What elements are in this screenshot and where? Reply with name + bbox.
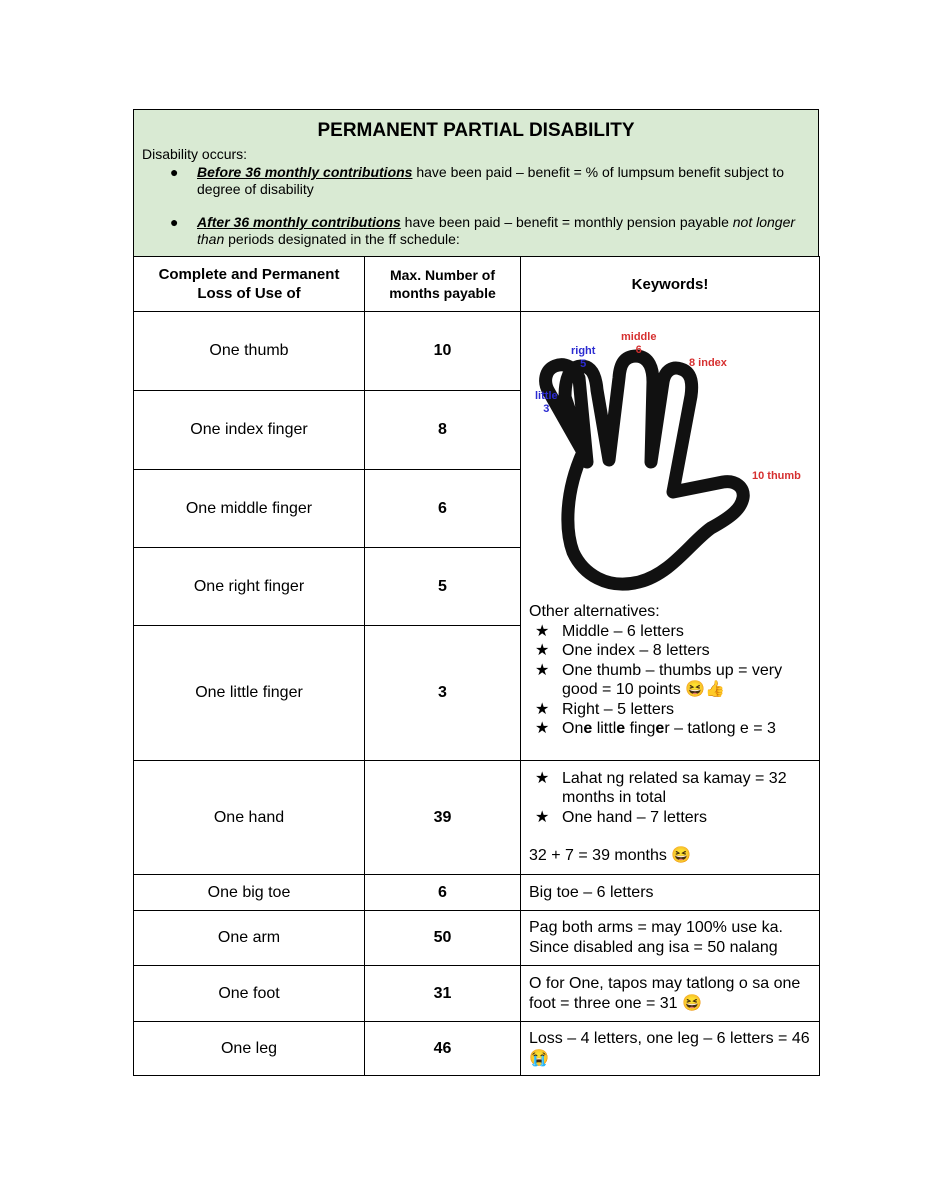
hand-diagram [521, 312, 819, 602]
page-title: PERMANENT PARTIAL DISABILITY [317, 120, 635, 141]
disability-table [133, 256, 820, 1076]
keywords-foot: O for One, tapos may tatlong o sa one foot = three one = 31 😆 [521, 966, 820, 1022]
star-icon: ★ [535, 642, 550, 659]
keywords-arm: Pag both arms = may 100% use ka. Since disabled ang isa = 50 nalang [521, 911, 820, 966]
star-icon: ★ [535, 700, 550, 718]
document [133, 109, 819, 1076]
header-box [133, 109, 819, 256]
table-row: One leg 46 Loss – 4 letters, one leg – 6 letters = 46 😭 [134, 1022, 820, 1076]
star-icon: ★ [535, 720, 550, 737]
list-item: ★ One thumb – thumbs up = very good = 10 points 😆👍 [535, 661, 783, 698]
condition-after: ● After 36 monthly contributions have been paid – benefit = monthly pension payable not longer than periods designated in the ff schedule: [170, 214, 796, 247]
keywords-hand-cell [521, 761, 820, 875]
keywords-big-toe: Big toe – 6 letters [521, 875, 820, 911]
table-row: One index finger 8 [134, 391, 820, 470]
intro-text: Disability occurs: [142, 146, 248, 162]
star-icon: ★ [535, 661, 550, 679]
alternatives-block [521, 602, 819, 745]
thumb-label: 10 thumb [752, 470, 801, 482]
condition-before: ● Before 36 monthly contributions have been paid – benefit = % of lumpsum benefit subject to degree of disability [170, 164, 785, 197]
col-header-keywords: Keywords! [521, 257, 820, 312]
keywords-leg: Loss – 4 letters, one leg – 6 letters = 46 😭 [521, 1022, 820, 1076]
list-item: ★ Lahat ng related sa kamay = 32 months in total [535, 769, 787, 807]
condition-list [142, 164, 810, 248]
star-icon: ★ [535, 622, 550, 640]
hand-sum: 32 + 7 = 39 months 😆 [529, 847, 692, 865]
list-item: ★ Right – 5 letters [535, 700, 675, 718]
list-item: ★ Middle – 6 letters [535, 622, 684, 640]
star-icon: ★ [535, 769, 550, 787]
table-row: One thumb 10 little 3 right 5 middle 6 8 index 10 thumb Other alternatives: ★ Middle – 6 letters ★ One index – 8 letters ★ One thumb – thumbs up = very good = 10 points 😆👍 ★ Right – 5 letters ★ One little finger – tatlong e = 3 [134, 312, 820, 391]
hand-outline-icon [521, 312, 820, 602]
index-finger-label: 8 index [689, 357, 727, 369]
alternatives-list [529, 622, 811, 739]
table-header-row [134, 257, 820, 312]
keywords-fingers-cell [521, 312, 820, 761]
star-icon: ★ [535, 808, 550, 826]
right-finger-label: right 5 [571, 345, 596, 370]
bullet-icon: ● [170, 164, 179, 180]
list-item: ★ One index – 8 letters [535, 642, 710, 659]
table-row: One hand 39 ★ Lahat ng related sa kamay = 32 months in total ★ One hand – 7 letters 32 + 7 = 39 months 😆 [134, 761, 820, 875]
table-row: One big toe 6 Big toe – 6 letters [134, 875, 820, 911]
table-row: One little finger 3 [134, 626, 820, 761]
little-finger-label: little 3 [535, 390, 558, 415]
col-header-loss: Complete and Permanent Loss of Use of [134, 257, 365, 312]
table-row: One right finger 5 [134, 548, 820, 626]
alternatives-title: Other alternatives: [529, 603, 660, 620]
list-item: ★ One hand – 7 letters [535, 808, 707, 826]
bullet-icon: ● [170, 214, 179, 230]
table-row: One middle finger 6 [134, 470, 820, 548]
col-header-months: Max. Number of months payable [365, 257, 521, 312]
table-row: One foot 31 O for One, tapos may tatlong o sa one foot = three one = 31 😆 [134, 966, 820, 1022]
hand-keywords-list [529, 769, 811, 828]
table-row: One arm 50 Pag both arms = may 100% use ka. Since disabled ang isa = 50 nalang [134, 911, 820, 966]
list-item: ★ One little finger – tatlong e = 3 [535, 720, 776, 737]
middle-finger-label: middle 6 [621, 331, 657, 356]
